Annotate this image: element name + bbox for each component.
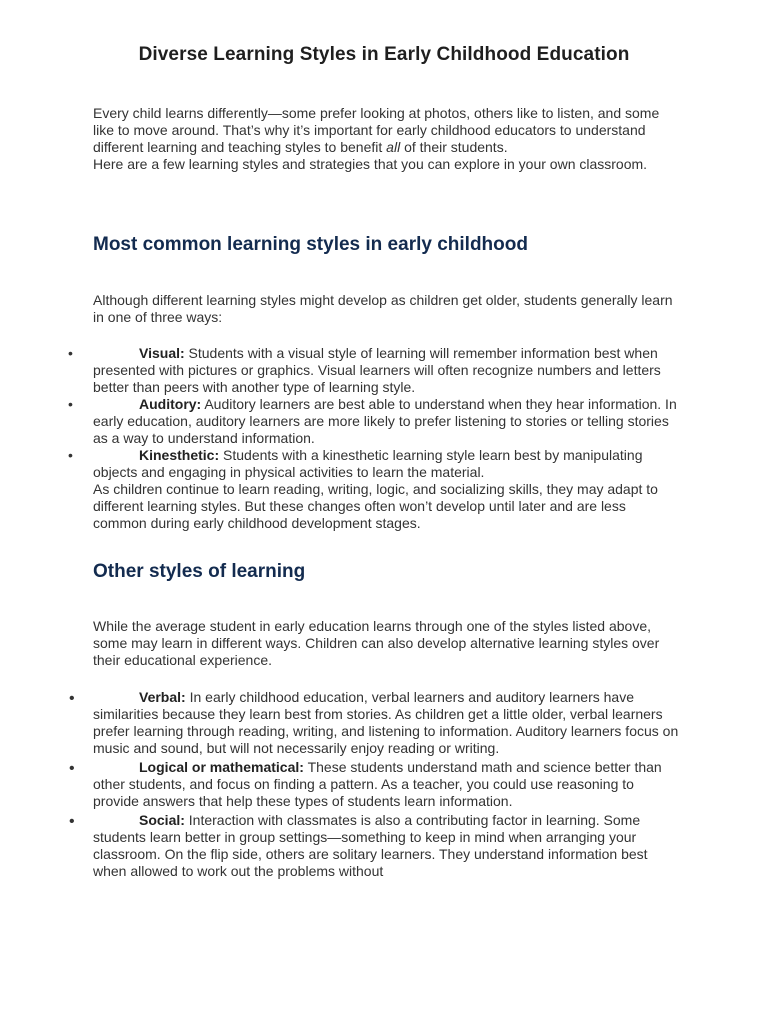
document-title: Diverse Learning Styles in Early Childhood Education (138, 44, 630, 65)
section-heading-common-styles: Most common learning styles in early childhood (93, 234, 528, 255)
list-item-term: Logical or mathematical: (139, 759, 304, 775)
list-item-term: Verbal: (139, 689, 186, 705)
list-item-visual (0, 345, 683, 396)
list-item-auditory (0, 396, 683, 447)
list-item-text: Students with a visual style of learning will remember information best when presented with pictures or graphics. Visual learners will often recognize numbers and letters better than peers with another type of learning style. (93, 345, 661, 395)
common-styles-list (0, 345, 768, 532)
list-item-term: Visual: (139, 345, 185, 361)
bullet-dot: • (69, 813, 75, 830)
bullet-dot: • (68, 447, 73, 463)
list-item-text: Students with a kinesthetic learning style learn best by manipulating objects and engaging in physical activities to learn the material. (93, 447, 643, 480)
list-item-text: Interaction with classmates is also a contributing factor in learning. Some students learn better in group settings—something to keep in mind when arranging your classroom. On the flip side, others are solitary learners. They understand information best when allowed to work out the problems without (93, 812, 648, 879)
list-item-text: These students understand math and science better than other students, and focus on finding a pattern. As a teacher, you could use reasoning to provide answers that help these types of students learn information. (93, 759, 662, 809)
intro-emphasis: all (386, 139, 401, 155)
intro-second-line: Here are a few learning styles and strategies that you can explore in your own classroom. (93, 156, 648, 172)
other-styles-list (0, 689, 768, 880)
intro-text-before: Every child learns differently—some prefer looking at photos, others like to listen, and some like to move around. That’s why it’s important for early childhood educators to understand different learning and teaching styles to benefit (93, 105, 660, 155)
list-item-text: In early childhood education, verbal learners and auditory learners have similarities because they learn best from stories. As children get a little older, verbal learners prefer learning through reading, writing, and listening to information. Auditory learners focus on music and sound, but will not necessarily enjoy reading or writing. (93, 689, 679, 756)
list-item-verbal (0, 689, 683, 757)
section1-closing-paragraph: As children continue to learn reading, writing, logic, and socializing skills, they may adapt to different learning styles. But these changes often won’t develop until later and are less common during early childhood development stages. (93, 481, 658, 531)
bullet-dot: • (68, 345, 73, 361)
bullet-dot: • (68, 396, 73, 412)
list-item-term: Auditory: (139, 396, 202, 412)
list-item-term: Kinesthetic: (139, 447, 220, 463)
section1-lead: Although different learning styles might develop as children get older, students generally learn in one of three ways: (93, 292, 673, 325)
section-heading-other-styles: Other styles of learning (93, 561, 306, 582)
intro-text-after: of their students. (400, 139, 508, 155)
list-item-logical (0, 759, 683, 810)
list-item-kinesthetic (0, 447, 683, 532)
bullet-dot: • (69, 760, 75, 777)
list-item-social (0, 812, 683, 880)
list-item-text: Auditory learners are best able to understand when they hear information. In early education, auditory learners are more likely to prefer listening to stories or telling stories as a way to understand information. (93, 396, 677, 446)
intro-paragraph (93, 105, 683, 173)
list-item-term: Social: (139, 812, 185, 828)
section2-lead: While the average student in early education learns through one of the styles listed above, some may learn in different ways. Children can also develop alternative learning styles over their educational experience. (93, 618, 660, 668)
bullet-dot: • (69, 690, 75, 707)
